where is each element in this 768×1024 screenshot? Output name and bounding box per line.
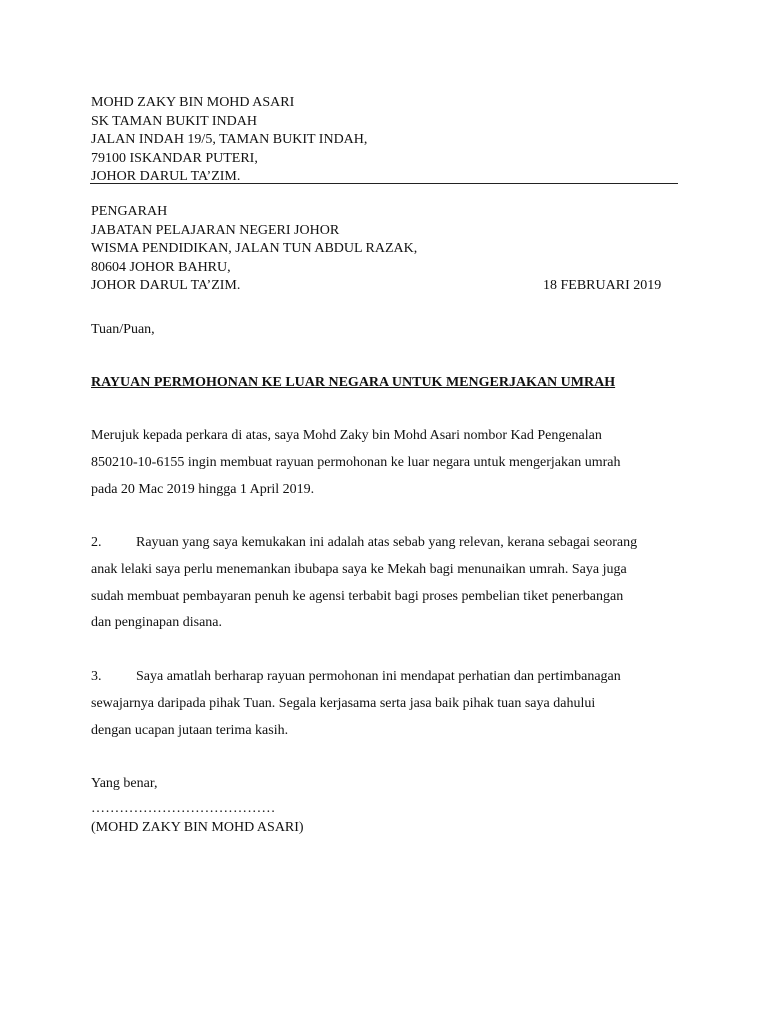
letter-subject: RAYUAN PERMOHONAN KE LUAR NEGARA UNTUK MENGERJAKAN UMRAH xyxy=(91,375,616,390)
closing-phrase: Yang benar, xyxy=(91,776,158,791)
paragraph-1 xyxy=(91,427,621,507)
header-divider xyxy=(90,183,678,184)
paragraph-line: anak lelaki saya perlu menemankan ibubapa saya ke Mekah bagi menunaikan umrah. Saya juga xyxy=(91,561,627,577)
recipient-address-line: WISMA PENDIDIKAN, JALAN TUN ABDUL RAZAK, xyxy=(91,241,418,256)
paragraph-line: Merujuk kepada perkara di atas, saya Mohd Zaky bin Mohd Asari nombor Kad Pengenalan xyxy=(91,428,602,443)
salutation: Tuan/Puan, xyxy=(91,322,155,337)
signature-line: ………………………………… xyxy=(91,801,276,816)
paragraph-line: Saya amatlah berharap rayuan permohonan ini mendapat perhatian dan pertimbanagan xyxy=(136,669,621,684)
paragraph-line: dan penginapan disana. xyxy=(91,615,223,631)
recipient-address-line: JOHOR DARUL TA’ZIM. xyxy=(91,278,241,293)
paragraph-number: 2. xyxy=(91,535,102,550)
recipient-address-block xyxy=(91,203,417,296)
signature-name: (MOHD ZAKY BIN MOHD ASARI) xyxy=(91,820,304,835)
sender-name: MOHD ZAKY BIN MOHD ASARI xyxy=(91,95,295,110)
paragraph-line: Rayuan yang saya kemukakan ini adalah atas sebab yang relevan, kerana sebagai seorang xyxy=(136,535,638,550)
paragraph-line: 850210-10-6155 ingin membuat rayuan permohonan ke luar negara untuk mengerjakan umrah xyxy=(91,454,621,470)
letter-date: 18 FEBRUARI 2019 xyxy=(543,278,662,293)
recipient-address-line: 80604 JOHOR BAHRU, xyxy=(91,259,231,275)
paragraph-line: sewajarnya daripada pihak Tuan. Segala kerjasama serta jasa baik pihak tuan saya dahului xyxy=(91,695,596,711)
sender-address-line: 79100 ISKANDAR PUTERI, xyxy=(91,150,258,166)
paragraph-3 xyxy=(91,668,621,748)
paragraph-line: sudah membuat pembayaran penuh ke agensi terbabit bagi proses pembelian tiket penerbangan xyxy=(91,588,624,604)
sender-address-line: JOHOR DARUL TA’ZIM. xyxy=(91,169,241,184)
paragraph-line: dengan ucapan jutaan terima kasih. xyxy=(91,722,289,738)
sender-address-line: JALAN INDAH 19/5, TAMAN BUKIT INDAH, xyxy=(91,132,368,147)
paragraph-line: pada 20 Mac 2019 hingga 1 April 2019. xyxy=(91,481,315,497)
sender-address-block xyxy=(91,94,367,187)
paragraph-2 xyxy=(91,534,637,641)
recipient-title: PENGARAH xyxy=(91,204,168,219)
sender-address-line: SK TAMAN BUKIT INDAH xyxy=(91,113,257,129)
paragraph-number: 3. xyxy=(91,669,102,684)
recipient-address-line: JABATAN PELAJARAN NEGERI JOHOR xyxy=(91,222,340,238)
